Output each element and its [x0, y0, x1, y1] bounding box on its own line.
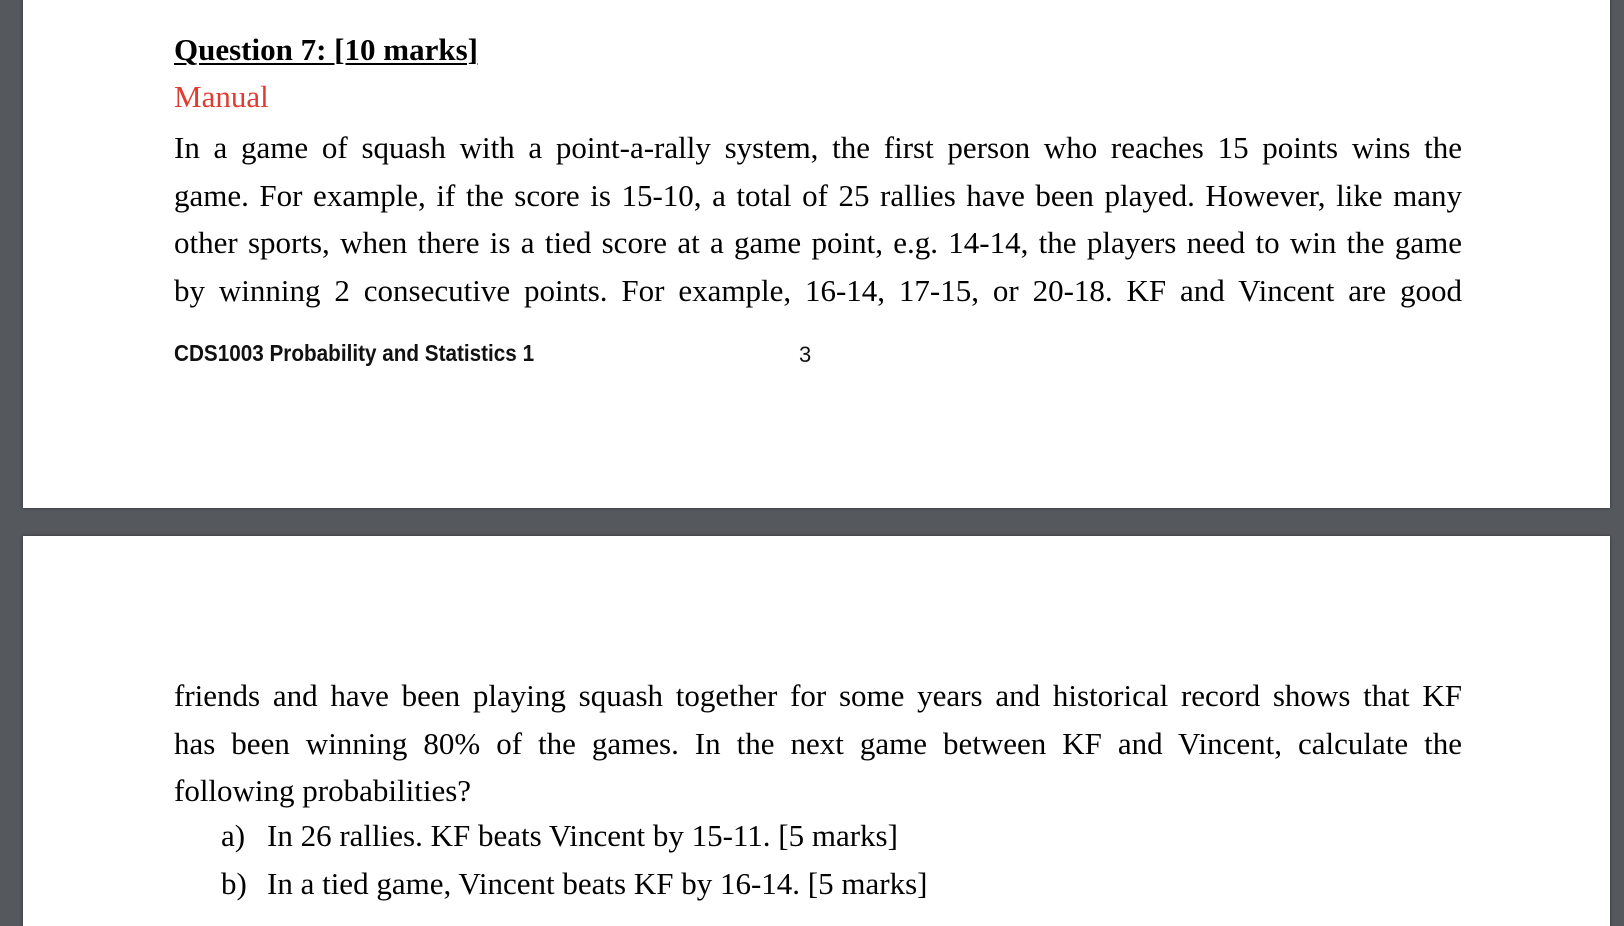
- part-marker: a): [221, 818, 246, 853]
- paragraph-line: game. For example, if the score is 15-10, a total of 25 rallies have been played. However, like many: [174, 177, 1462, 213]
- question-part-b: [221, 860, 927, 908]
- question-title: Question 7: [10 marks]: [174, 32, 478, 67]
- footer-course-name: CDS1003 Probability and Statistics 1: [174, 340, 535, 366]
- part-text: In a tied game, Vincent beats KF by 16-14. [5 marks]: [267, 865, 928, 901]
- paragraph-line: by winning 2 consecutive points. For example, 16-14, 17-15, or 20-18. KF and Vincent are good: [174, 272, 1462, 308]
- paragraph-line: friends and have been playing squash together for some years and historical record shows that KF: [174, 678, 1462, 713]
- question-part-a: [221, 812, 927, 860]
- footer-page-number: 3: [799, 342, 812, 367]
- part-marker: b): [221, 865, 247, 901]
- paragraph-line: has been winning 80% of the games. In the next game between KF and Vincent, calculate the: [174, 725, 1462, 761]
- question-paragraph-part1: [174, 124, 1462, 314]
- paragraph-line: following probabilities?: [174, 773, 472, 808]
- document-page-3: [23, 0, 1610, 508]
- question-parts-list: [221, 812, 927, 907]
- part-text: In 26 rallies. KF beats Vincent by 15-11. [5 marks]: [267, 818, 898, 853]
- question-tag: Manual: [174, 79, 269, 114]
- paragraph-line: other sports, when there is a tied score at a game point, e.g. 14-14, the players need to win the game: [174, 225, 1462, 260]
- paragraph-line: In a game of squash with a point-a-rally system, the first person who reaches 15 points wins the: [174, 130, 1462, 165]
- question-paragraph-part2: [174, 672, 1462, 815]
